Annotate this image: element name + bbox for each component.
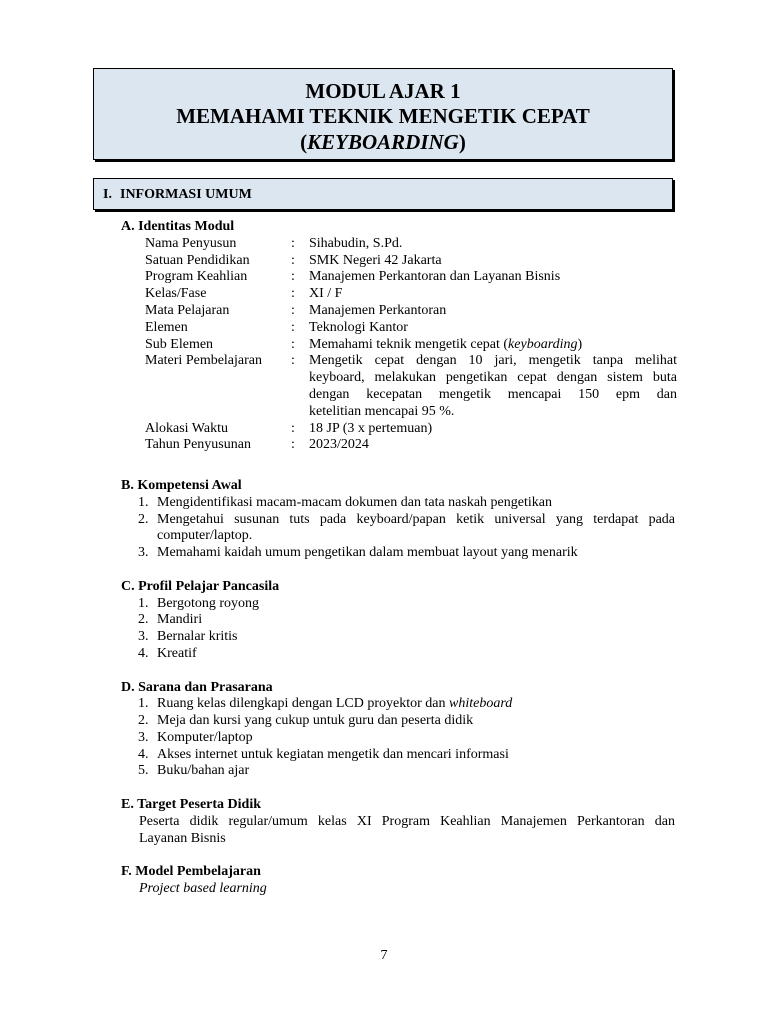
identity-label: Materi Pembelajaran	[145, 353, 263, 368]
list-item: Kreatif	[157, 646, 197, 661]
identity-value: 2023/2024	[309, 437, 369, 452]
identity-colon: :	[291, 353, 295, 368]
title-paren-close: )	[458, 130, 466, 154]
list-item: Meja dan kursi yang cukup untuk guru dan peserta didik	[157, 713, 474, 728]
identity-value	[309, 336, 582, 353]
list-item: Bernalar kritis	[157, 629, 238, 644]
identity-label: Sub Elemen	[145, 337, 214, 352]
identity-label: Mata Pelajaran	[145, 303, 230, 318]
identity-label: Program Keahlian	[145, 269, 248, 284]
list-item: Bergotong royong	[157, 596, 260, 611]
title-paren-open: (	[300, 130, 308, 154]
identity-label: Nama Penyusun	[145, 236, 237, 251]
target-text-line: Layanan Bisnis	[139, 831, 226, 846]
identity-value: 18 JP (3 x pertemuan)	[309, 421, 433, 436]
section-title: INFORMASI UMUM	[120, 187, 252, 202]
identity-value: Manajemen Perkantoran dan Layanan Bisnis	[309, 269, 561, 284]
list-number: 1.	[138, 696, 149, 711]
identity-colon: :	[291, 269, 295, 284]
identity-colon: :	[291, 253, 295, 268]
identity-label: Satuan Pendidikan	[145, 253, 250, 268]
identity-label: Elemen	[145, 320, 188, 335]
list-number: 5.	[138, 763, 149, 778]
list-item	[157, 695, 512, 712]
module-title-box	[93, 68, 673, 160]
list-item-continuation: computer/laptop.	[157, 528, 253, 543]
list-number: 3.	[138, 730, 149, 745]
section-header-informasi-umum	[93, 178, 673, 210]
identity-colon: :	[291, 286, 295, 301]
identity-value: Teknologi Kantor	[309, 320, 408, 335]
identity-colon: :	[291, 421, 295, 436]
identity-colon: :	[291, 337, 295, 352]
title-keyword: KEYBOARDING	[307, 130, 459, 154]
list-item: Memahami kaidah umum pengetikan dalam membuat layout yang menarik	[157, 545, 578, 560]
sub-elemen-text: Memahami teknik mengetik cepat (	[309, 337, 509, 352]
module-title-line-2: MEMAHAMI TEKNIK MENGETIK CEPAT	[176, 104, 590, 128]
module-title-line-1: MODUL AJAR 1	[305, 79, 461, 103]
list-number: 4.	[138, 646, 149, 661]
page-number: 7	[380, 948, 388, 963]
model-text: Project based learning	[139, 881, 267, 896]
identity-value: XI / F	[309, 286, 343, 301]
identity-value: SMK Negeri 42 Jakarta	[309, 253, 442, 268]
list-number: 2.	[138, 612, 149, 627]
list-number: 2.	[138, 512, 149, 527]
heading-target-peserta: E. Target Peserta Didik	[121, 797, 261, 812]
list-number: 1.	[138, 596, 149, 611]
list-item: Akses internet untuk kegiatan mengetik dan mencari informasi	[157, 747, 509, 762]
identity-colon: :	[291, 320, 295, 335]
module-title-line-3	[94, 130, 672, 154]
list-item: Mengetahui susunan tuts pada keyboard/papan ketik universal yang terdapat pada	[157, 512, 675, 527]
materi-line: dengan kecepatan mengetik mencapai 150 epm dan	[309, 387, 677, 402]
sub-elemen-close: )	[577, 337, 583, 352]
list-item: Buku/bahan ajar	[157, 763, 250, 778]
list-item-text: Ruang kelas dilengkapi dengan LCD proyektor dan	[157, 696, 449, 711]
heading-kompetensi-awal: B. Kompetensi Awal	[121, 478, 242, 493]
section-number: I.	[103, 187, 112, 202]
list-item-emphasis: whiteboard	[448, 696, 513, 711]
list-number: 4.	[138, 747, 149, 762]
list-item: Mengidentifikasi macam-macam dokumen dan tata naskah pengetikan	[157, 495, 552, 510]
sub-elemen-keyword: keyboarding	[508, 337, 578, 352]
identity-label: Tahun Penyusunan	[145, 437, 251, 452]
materi-line: Mengetik cepat dengan 10 jari, mengetik tanpa melihat	[309, 353, 677, 368]
heading-identitas-modul: A. Identitas Modul	[121, 219, 235, 234]
list-item: Mandiri	[157, 612, 203, 627]
identity-value: Manajemen Perkantoran	[309, 303, 447, 318]
list-item: Komputer/laptop	[157, 730, 253, 745]
identity-colon: :	[291, 437, 295, 452]
list-number: 1.	[138, 495, 149, 510]
heading-model-pembelajaran: F. Model Pembelajaran	[121, 864, 261, 879]
list-number: 3.	[138, 629, 149, 644]
identity-label: Kelas/Fase	[145, 286, 207, 301]
list-number: 3.	[138, 545, 149, 560]
materi-line: keyboard, melakukan pengetikan cepat dengan sistem buta	[309, 370, 677, 385]
heading-profil-pelajar: C. Profil Pelajar Pancasila	[121, 579, 280, 594]
identity-colon: :	[291, 236, 295, 251]
identity-colon: :	[291, 303, 295, 318]
list-number: 2.	[138, 713, 149, 728]
identity-label: Alokasi Waktu	[145, 421, 228, 436]
identity-value: Sihabudin, S.Pd.	[309, 236, 403, 251]
materi-line: ketelitian mencapai 95 %.	[309, 404, 455, 419]
heading-sarana-prasarana: D. Sarana dan Prasarana	[121, 680, 273, 695]
target-text-line: Peserta didik regular/umum kelas XI Program Keahlian Manajemen Perkantoran dan	[139, 814, 675, 829]
